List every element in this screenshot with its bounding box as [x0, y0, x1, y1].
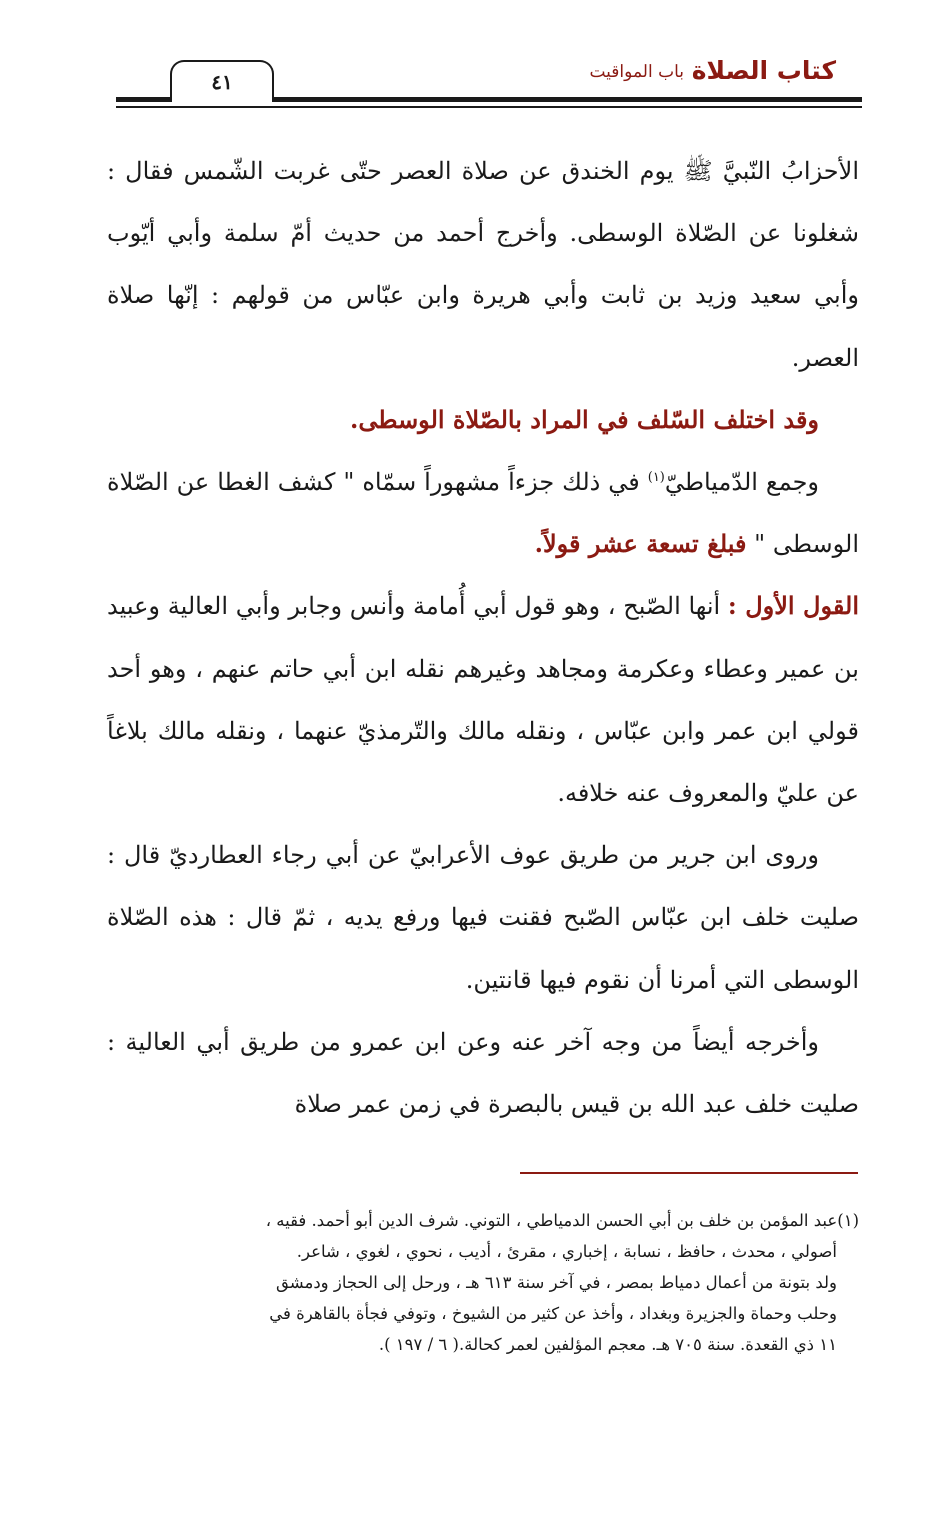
footnote-marker[interactable]: (١): [647, 470, 665, 486]
footnote: [107, 1205, 859, 1360]
paragraph-ibn-jarir: وروى ابن جرير من طريق عوف الأعرابيّ عن أبي رجاء العطارديّ قال : صليت خلف ابن عبّاس الصّبح فقنت فيها ورفع يديه ، ثمّ قال : هذه الصّلاة الوسطى التي أمرنا أن نقوم فيها قانتين.: [107, 841, 859, 994]
chapter-title: باب المواقيت: [589, 62, 684, 82]
highlight-text: فبلغ تسعة عشر قولاً.: [534, 529, 747, 559]
opinion-label: القول الأول :: [727, 591, 859, 621]
page-header: [116, 52, 862, 112]
footnote-line: ١١ ذي القعدة. سنة ٧٠٥ هـ. معجم المؤلفين لعمر كحالة.( ٦ / ١٩٧ ).: [378, 1335, 837, 1354]
footnote-divider: [520, 1172, 858, 1174]
book-title: كتاب الصلاة: [691, 56, 836, 85]
footnote-line: وحلب وحماة والجزيرة وبغداد ، وأخذ عن كثير من الشيوخ ، وتوفي فجأة بالقاهرة في: [269, 1304, 837, 1323]
paragraph-text: في ذلك جزءاً مشهوراً سمّاه " كشف الغطا عن الصّلاة الوسطى ": [107, 468, 859, 559]
paragraph-dimyati: [107, 451, 859, 575]
header-rule-thin: [116, 106, 862, 108]
section-heading: وقد اختلف السّلف في المراد بالصّلاة الوسطى.: [350, 404, 819, 434]
paragraph-text: أنها الصّبح ، وهو قول أبي أُمامة وأنس وجابر وأبي العالية وعبيد بن عمير وعطاء وعكرمة ومجاهد وغيرهم نقله ابن أبي حاتم عنهم ، وهو أحد قولي ابن عمر وابن عبّاس ، ونقله مالك والتّرمذيّ عنهما ، ونقله مالك بلاغاً عن عليّ والمعروف عنه خلافه.: [107, 592, 859, 808]
paragraph-text: وجمع الدّمياطيّ: [664, 468, 820, 497]
page-number: ٤١: [170, 60, 274, 102]
footnote-line: أصولي ، محدث ، حافظ ، نسابة ، إخباري ، مقرئ ، أديب ، نحوي ، لغوي ، شاعر.: [296, 1242, 837, 1261]
main-text: [107, 140, 859, 1135]
footnote-line: ولد بتونة من أعمال دمياط بمصر ، في آخر سنة ٦١٣ هـ ، ورحل إلى الحجاز ودمشق: [276, 1273, 837, 1292]
paragraph-first-opinion: [107, 575, 859, 824]
footnote-line: (١)عبد المؤمن بن خلف بن أبي الحسن الدمياطي ، التوني. شرف الدين أبو أحمد. فقيه ،: [265, 1211, 859, 1230]
paragraph-continued-next: وأخرجه أيضاً من وجه آخر عنه وعن ابن عمرو من طريق أبي العالية : صليت خلف عبد الله بن قيس بالبصرة في زمن عمر صلاة: [107, 1027, 859, 1119]
paragraph-continued: الأحزابُ النّبيَّ ﷺ يوم الخندق عن صلاة العصر حتّى غربت الشّمس فقال : شغلونا عن الصّلاة الوسطى. وأخرج أحمد من حديث أمّ سلمة وأبي أيّوب وأبي سعيد وزيد بن ثابت وأبي هريرة وابن عبّاس من قولهم : إنّها صلاة العصر.: [107, 157, 859, 372]
